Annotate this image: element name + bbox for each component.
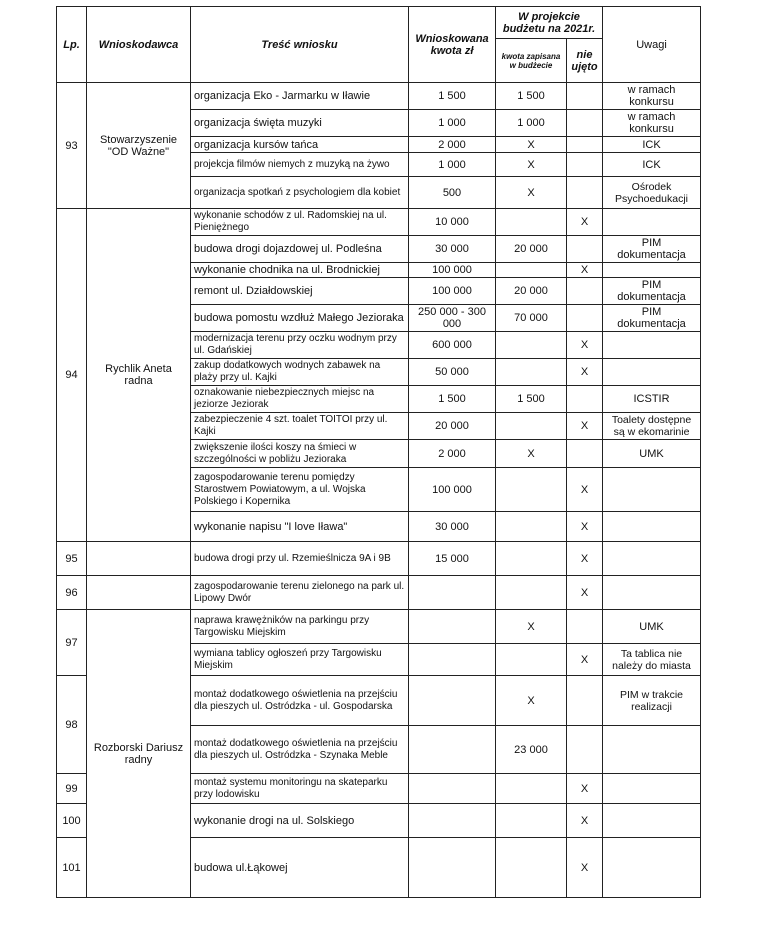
request-content-cell: remont ul. Działdowskiej [191,278,409,305]
requested-amount-cell: 15 000 [409,542,496,576]
notes-cell [603,209,701,236]
included-amount-cell [496,468,567,512]
not-included-cell [567,440,603,468]
notes-cell: PIM dokumentacja [603,236,701,263]
included-amount-cell [496,263,567,278]
table-row [57,610,701,644]
notes-cell: PIM dokumentacja [603,278,701,305]
notes-cell: UMK [603,610,701,644]
header-budget-group: W projekcie budżetu na 2021r. [496,7,603,39]
included-amount-cell [496,332,567,359]
notes-cell: UMK [603,440,701,468]
notes-cell: PIM w trakcie realizacji [603,676,701,726]
notes-cell: PIM dokumentacja [603,305,701,332]
request-content-cell: montaż systemu monitoringu na skateparku przy lodowisku [191,774,409,804]
included-amount-cell: X [496,440,567,468]
included-amount-cell [496,838,567,898]
not-included-cell: X [567,838,603,898]
requested-amount-cell: 100 000 [409,468,496,512]
not-included-cell [567,278,603,305]
included-amount-cell: X [496,177,567,209]
not-included-cell [567,726,603,774]
notes-cell [603,332,701,359]
requested-amount-cell: 50 000 [409,359,496,386]
notes-cell [603,263,701,278]
request-content-cell: oznakowanie niebezpiecznych miejsc na jeziorze Jeziorak [191,386,409,413]
included-amount-cell: 1 000 [496,110,567,137]
included-amount-cell: X [496,137,567,153]
not-included-cell: X [567,576,603,610]
lp-cell: 99 [57,774,87,804]
request-content-cell: wykonanie chodnika na ul. Brodnickiej [191,263,409,278]
header-lp: Lp. [57,7,87,83]
table-row [57,576,701,610]
not-included-cell: X [567,644,603,676]
header-applicant: Wnioskodawca [87,7,191,83]
requested-amount-cell [409,610,496,644]
notes-cell [603,512,701,542]
notes-cell: ICK [603,153,701,177]
applicant-cell: Rozborski Dariusz radny [87,610,191,898]
request-content-cell: wykonanie schodów z ul. Radomskiej na ul. Pieniężnego [191,209,409,236]
requested-amount-cell [409,774,496,804]
header-included-amount: kwota zapisana w budżecie [496,39,567,83]
lp-cell: 94 [57,209,87,542]
applicant-cell [87,542,191,576]
included-amount-cell [496,576,567,610]
requested-amount-cell: 1 500 [409,386,496,413]
included-amount-cell: 70 000 [496,305,567,332]
request-content-cell: organizacja spotkań z psychologiem dla kobiet [191,177,409,209]
included-amount-cell: 1 500 [496,386,567,413]
request-content-cell: montaż dodatkowego oświetlenia na przejściu dla pieszych ul. Ostródzka - ul. Gospodarska [191,676,409,726]
notes-cell: ICK [603,137,701,153]
included-amount-cell: X [496,676,567,726]
request-content-cell: zakup dodatkowych wodnych zabawek na plaży przy ul. Kajki [191,359,409,386]
table-row [57,83,701,110]
notes-cell [603,774,701,804]
not-included-cell [567,153,603,177]
requested-amount-cell [409,644,496,676]
request-content-cell: budowa pomostu wzdłuż Małego Jezioraka [191,305,409,332]
request-content-cell: wymiana tablicy ogłoszeń przy Targowisku Miejskim [191,644,409,676]
applicant-cell [87,576,191,610]
not-included-cell [567,305,603,332]
included-amount-cell: 1 500 [496,83,567,110]
included-amount-cell: X [496,610,567,644]
notes-cell [603,468,701,512]
included-amount-cell [496,512,567,542]
requested-amount-cell: 2 000 [409,440,496,468]
request-content-cell: zagospodarowanie terenu pomiędzy Starostwem Powiatowym, a ul. Wojska Polskiego i Kopernika [191,468,409,512]
request-content-cell: wykonanie napisu "I love Iława" [191,512,409,542]
not-included-cell [567,386,603,413]
lp-cell: 96 [57,576,87,610]
header-content: Treść wniosku [191,7,409,83]
notes-cell: w ramach konkursu [603,83,701,110]
not-included-cell: X [567,359,603,386]
table-row [57,209,701,236]
applicant-cell: Stowarzyszenie "OD Ważne" [87,83,191,209]
header-notes: Uwagi [603,7,701,83]
notes-cell [603,542,701,576]
not-included-cell [567,236,603,263]
not-included-cell: X [567,542,603,576]
request-content-cell: budowa drogi dojazdowej ul. Podleśna [191,236,409,263]
request-content-cell: projekcja filmów niemych z muzyką na żywo [191,153,409,177]
included-amount-cell [496,804,567,838]
not-included-cell: X [567,804,603,838]
not-included-cell: X [567,209,603,236]
lp-cell: 98 [57,676,87,774]
requests-table [56,6,701,898]
notes-cell: Toalety dostępne są w ekomarinie [603,413,701,440]
included-amount-cell [496,644,567,676]
notes-cell [603,838,701,898]
table-body [57,83,701,898]
not-included-cell: X [567,332,603,359]
not-included-cell: X [567,413,603,440]
request-content-cell: wykonanie drogi na ul. Solskiego [191,804,409,838]
requested-amount-cell: 2 000 [409,137,496,153]
included-amount-cell: 23 000 [496,726,567,774]
notes-cell: w ramach konkursu [603,110,701,137]
lp-cell: 97 [57,610,87,676]
notes-cell [603,359,701,386]
requested-amount-cell: 100 000 [409,278,496,305]
request-content-cell: budowa ul.Łąkowej [191,838,409,898]
not-included-cell [567,676,603,726]
lp-cell: 95 [57,542,87,576]
included-amount-cell [496,359,567,386]
applicant-cell: Rychlik Aneta radna [87,209,191,542]
header-not-included: nie ujęto [567,39,603,83]
requested-amount-cell: 1 000 [409,110,496,137]
requested-amount-cell: 30 000 [409,512,496,542]
lp-cell: 101 [57,838,87,898]
included-amount-cell [496,209,567,236]
included-amount-cell [496,413,567,440]
requested-amount-cell [409,838,496,898]
not-included-cell: X [567,512,603,542]
not-included-cell [567,610,603,644]
request-content-cell: budowa drogi przy ul. Rzemieślnicza 9A i 9B [191,542,409,576]
notes-cell [603,576,701,610]
lp-cell: 100 [57,804,87,838]
request-content-cell: zabezpieczenie 4 szt. toalet TOITOI przy ul. Kajki [191,413,409,440]
requested-amount-cell [409,576,496,610]
requested-amount-cell: 30 000 [409,236,496,263]
included-amount-cell: 20 000 [496,236,567,263]
requested-amount-cell: 20 000 [409,413,496,440]
notes-cell: Ta tablica nie należy do miasta [603,644,701,676]
request-content-cell: organizacja Eko - Jarmarku w Iławie [191,83,409,110]
not-included-cell: X [567,774,603,804]
request-content-cell: modernizacja terenu przy oczku wodnym przy ul. Gdańskiej [191,332,409,359]
not-included-cell: X [567,468,603,512]
request-content-cell: zwiększenie ilości koszy na śmieci w szczególności w pobliżu Jezioraka [191,440,409,468]
request-content-cell: zagospodarowanie terenu zielonego na park ul. Lipowy Dwór [191,576,409,610]
requested-amount-cell [409,726,496,774]
not-included-cell: X [567,263,603,278]
request-content-cell: organizacja święta muzyki [191,110,409,137]
requested-amount-cell: 250 000 - 300 000 [409,305,496,332]
requested-amount-cell: 100 000 [409,263,496,278]
requested-amount-cell: 10 000 [409,209,496,236]
request-content-cell: montaż dodatkowego oświetlenia na przejściu dla pieszych ul. Ostródzka - Szynaka Meble [191,726,409,774]
not-included-cell [567,110,603,137]
requested-amount-cell [409,676,496,726]
table-row [57,542,701,576]
included-amount-cell [496,542,567,576]
notes-cell [603,804,701,838]
request-content-cell: organizacja kursów tańca [191,137,409,153]
included-amount-cell: 20 000 [496,278,567,305]
requested-amount-cell: 600 000 [409,332,496,359]
notes-cell: ICSTIR [603,386,701,413]
budget-requests-document [56,6,700,898]
not-included-cell [567,177,603,209]
requested-amount-cell [409,804,496,838]
requested-amount-cell: 1 000 [409,153,496,177]
included-amount-cell [496,774,567,804]
header-requested-amount: Wnioskowana kwota zł [409,7,496,83]
included-amount-cell: X [496,153,567,177]
lp-cell: 93 [57,83,87,209]
requested-amount-cell: 1 500 [409,83,496,110]
requested-amount-cell: 500 [409,177,496,209]
not-included-cell [567,83,603,110]
request-content-cell: naprawa krawężników na parkingu przy Targowisku Miejskim [191,610,409,644]
not-included-cell [567,137,603,153]
notes-cell: Ośrodek Psychoedukacji [603,177,701,209]
notes-cell [603,726,701,774]
